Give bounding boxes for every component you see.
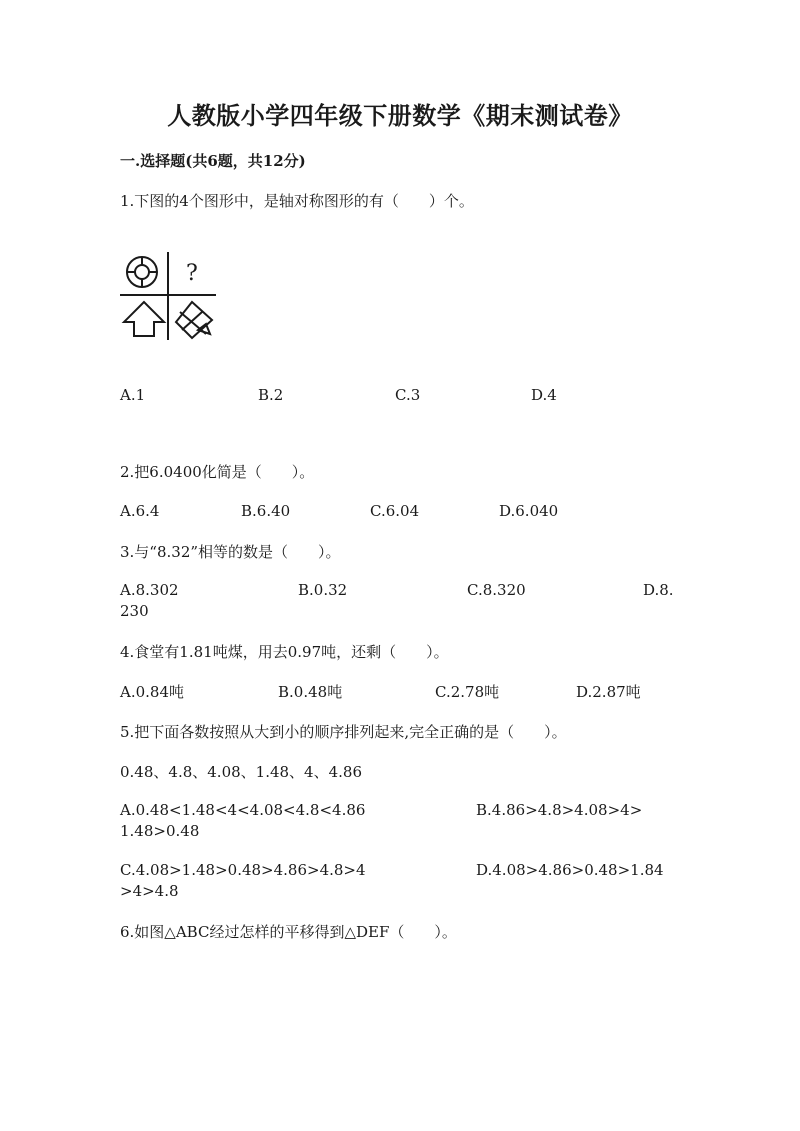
- question-2-option-b: B.6.40: [241, 502, 291, 520]
- question-mark-icon: ?: [186, 261, 198, 286]
- question-3-option-d: D.8.: [643, 581, 674, 599]
- question-6-stem: 6.如图△ABC经过怎样的平移得到△DEF（ ）。: [120, 923, 457, 941]
- question-1-option-a: A.1: [120, 386, 146, 404]
- question-2-option-c: C.6.04: [370, 502, 420, 520]
- diamond-shape-icon: [176, 302, 212, 338]
- question-1-option-c: C.3: [395, 386, 421, 404]
- question-2-option-a: A.6.4: [120, 502, 160, 520]
- question-5-option-c: C.4.08>1.48>0.48>4.86>4.8>4: [120, 861, 366, 879]
- question-4-stem: 4.食堂有1.81吨煤，用去0.97吨，还剩（ ）。: [120, 643, 449, 661]
- question-1-stem: 1.下图的4个图形中，是轴对称图形的有（ ）个。: [120, 192, 474, 210]
- question-3-option-b: B.0.32: [298, 581, 348, 599]
- question-5-option-b-continued: 1.48>0.48: [120, 822, 200, 840]
- question-2-stem: 2.把6.0400化简是（ ）。: [120, 463, 315, 481]
- question-3-option-a: A.8.302: [120, 581, 179, 599]
- question-4-option-a: A.0.84吨: [120, 683, 184, 701]
- question-5-option-d-continued: >4>4.8: [120, 882, 179, 900]
- question-4-option-d: D.2.87吨: [576, 683, 641, 701]
- page-title: 人教版小学四年级下册数学《期末测试卷》: [167, 101, 633, 130]
- question-5-option-a: A.0.48<1.48<4<4.08<4.8<4.86: [120, 801, 366, 819]
- question-5-option-b: B.4.86>4.8>4.08>4>: [476, 801, 643, 819]
- question-4-option-c: C.2.78吨: [435, 683, 500, 701]
- section-heading: 一.选择题(共6题，共12分): [120, 152, 306, 170]
- question-5-stem: 5.把下面各数按照从大到小的顺序排列起来,完全正确的是（ ）。: [120, 723, 567, 741]
- question-4-option-b: B.0.48吨: [278, 683, 343, 701]
- question-1-figure: [118, 250, 218, 342]
- question-1-option-b: B.2: [258, 386, 284, 404]
- question-5-option-d: D.4.08>4.86>0.48>1.84: [476, 861, 664, 879]
- question-1-option-d: D.4: [531, 386, 557, 404]
- arrow-up-icon: [124, 302, 164, 336]
- question-3-stem: 3.与“8.32”相等的数是（ ）。: [120, 543, 341, 561]
- question-2-option-d: D.6.040: [499, 502, 559, 520]
- question-5-numbers: 0.48、4.8、4.08、1.48、4、4.86: [120, 763, 362, 781]
- question-3-option-c: C.8.320: [467, 581, 526, 599]
- target-icon: [127, 257, 157, 287]
- question-3-option-d-continued: 230: [120, 602, 149, 620]
